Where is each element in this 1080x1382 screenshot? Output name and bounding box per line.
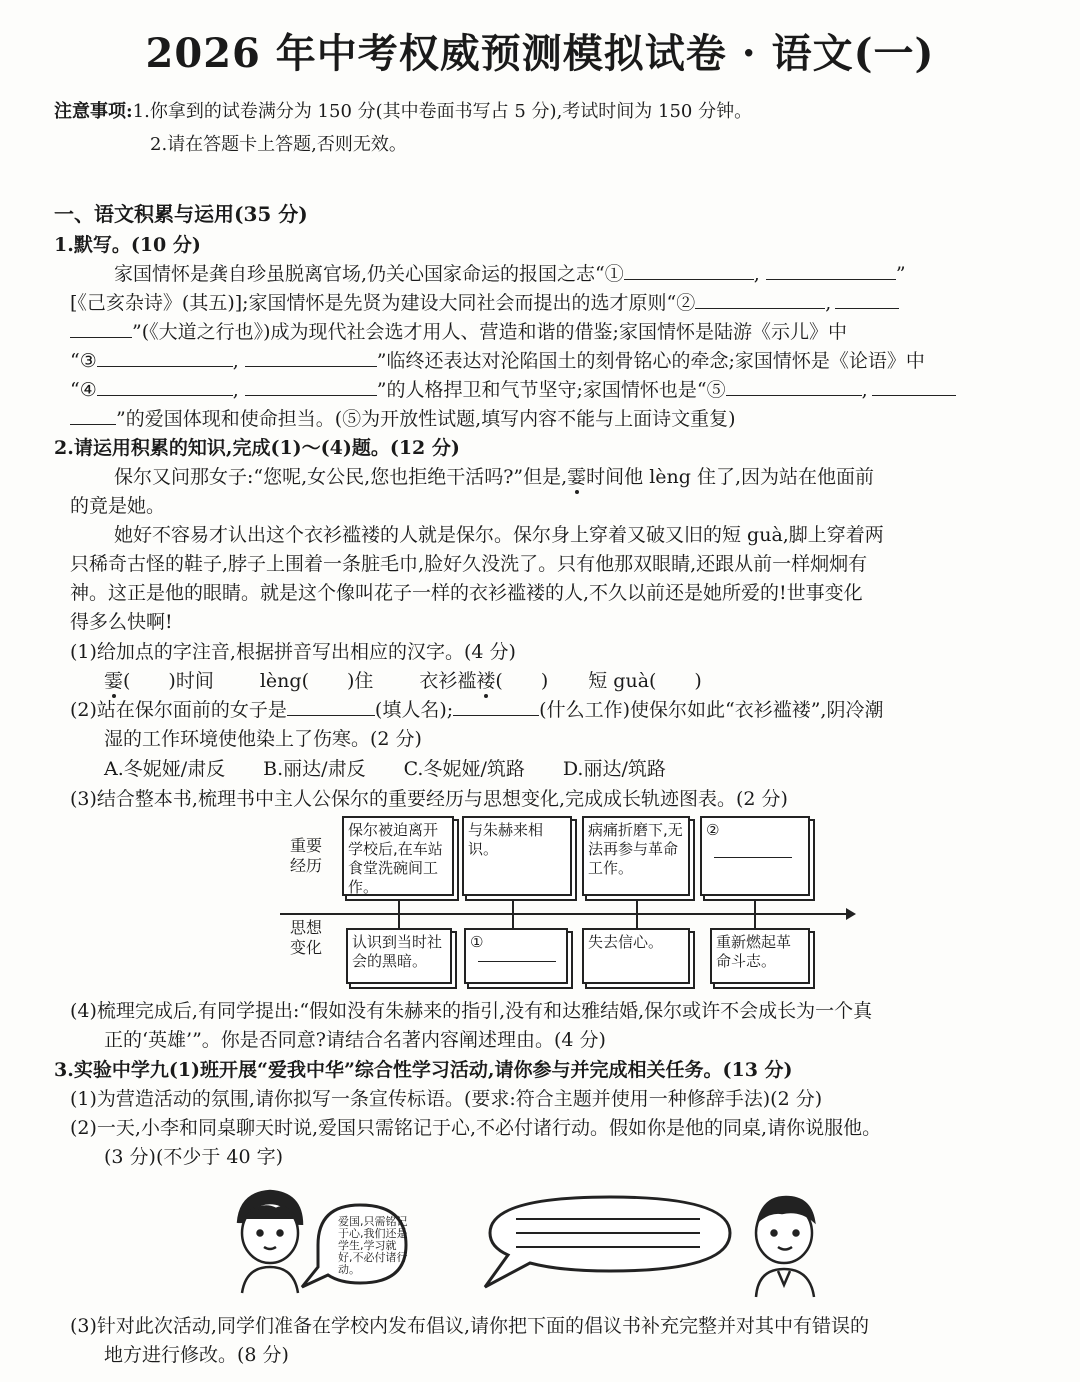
blank-5b[interactable] bbox=[872, 394, 956, 396]
blank-5a[interactable] bbox=[726, 394, 862, 396]
experience-box-4[interactable] bbox=[700, 816, 810, 896]
dotted-char: 霎 bbox=[104, 670, 124, 692]
blank-name[interactable] bbox=[287, 714, 375, 716]
blank-2c[interactable] bbox=[70, 336, 132, 338]
passage-text: 保尔又问那女子:“您呢,女公民,您也拒绝干活吗?”但是, bbox=[114, 466, 568, 488]
speech-bubble-text: 爱国,只需铭记于心,我们还是学生,学习就好,不必付诸行动。 bbox=[338, 1215, 408, 1276]
answer-line[interactable] bbox=[714, 856, 792, 858]
q2-sub1-items bbox=[104, 666, 702, 693]
label-experience: 重要经历 bbox=[290, 836, 323, 875]
dotted-char: 霎 bbox=[567, 466, 587, 488]
q1-line-4-text: ”临终还表达对沦陷国土的刻骨铭心的牵念;家国情怀是《论语》中 bbox=[376, 350, 925, 372]
q1-line-4-sep: , bbox=[232, 350, 239, 372]
q2-sub4-line1: (4)梳理完成后,有同学提出:“假如没有朱赫来的指引,没有和达雅结婚,保尔或许不会成长为一个真 bbox=[70, 1000, 873, 1022]
passage-line-5: 神。这正是他的眼睛。就是这个像叫花子一样的衣衫褴褛的人,不久以前还是她所爱的!世事变化 bbox=[70, 582, 863, 604]
blank-4a[interactable] bbox=[97, 394, 233, 396]
q2-sub2 bbox=[70, 695, 883, 722]
q1-line-5-sep2: , bbox=[861, 379, 868, 401]
timeline-arrow-line bbox=[790, 913, 850, 915]
section-heading: 一、语文积累与运用(35 分) bbox=[54, 202, 308, 226]
q1-line-2-sep: , bbox=[825, 292, 832, 314]
blank-5c[interactable] bbox=[70, 423, 116, 425]
thought-box-3: 失去信心。 bbox=[582, 928, 690, 984]
dotted-char: 褛 bbox=[476, 670, 496, 692]
q1-line-1-text: 家国情怀是龚自珍虽脱离官场,仍关心国家命运的报国之志“① bbox=[114, 263, 624, 285]
arrow-icon bbox=[846, 908, 856, 920]
label-thought: 思想变化 bbox=[290, 918, 323, 957]
timeline-line bbox=[280, 913, 800, 915]
q2-sub3: (3)结合整本书,梳理书中主人公保尔的重要经历与思想变化,完成成长轨迹图表。(2 分) bbox=[70, 788, 788, 810]
experience-box-2: 与朱赫来相识。 bbox=[462, 816, 572, 896]
connector bbox=[398, 896, 400, 928]
blank-1a[interactable] bbox=[624, 278, 754, 280]
connector bbox=[512, 896, 514, 928]
boy-icon bbox=[756, 1197, 814, 1297]
item-3[interactable]: ( ) bbox=[495, 670, 549, 692]
q3-sub2-line1: (2)一天,小李和同桌聊天时说,爱国只需铭记于心,不必付诸行动。假如你是他的同桌,请你说服他。 bbox=[70, 1117, 882, 1139]
q1-line-5-open: “④ bbox=[70, 379, 97, 401]
connector bbox=[636, 896, 638, 928]
q1-line-3-text: ”(《大道之行也》)成为现代社会选才用人、营造和谐的借鉴;家国情怀是陆游《示儿》中 bbox=[132, 321, 847, 343]
blank-1b[interactable] bbox=[766, 278, 896, 280]
q1-line-5-sep: , bbox=[232, 379, 239, 401]
q2-sub2-text: (2)站在保尔面前的女子是 bbox=[70, 699, 287, 721]
connector bbox=[754, 896, 756, 928]
blank-4b[interactable] bbox=[245, 394, 377, 396]
speech-bubble-right[interactable] bbox=[485, 1197, 730, 1287]
q2-sub4-line2: 正的‘英雄’”。你是否同意?请结合名著内容阐述理由。(4 分) bbox=[104, 1029, 606, 1051]
q2-sub2-options[interactable]: A.冬妮娅/肃反 B.丽达/肃反 C.冬妮娅/筑路 D.丽达/筑路 bbox=[104, 758, 666, 780]
q3-sub3-line1: (3)针对此次活动,同学们准备在学校内发布倡议,请你把下面的倡议书补充完整并对其中有错误的 bbox=[70, 1315, 869, 1337]
q1-line-4-open: “③ bbox=[70, 350, 97, 372]
q1-line-4 bbox=[70, 346, 925, 373]
blank-2a[interactable] bbox=[695, 307, 825, 309]
dialogue-illustration bbox=[230, 1175, 830, 1305]
item-4[interactable]: 短 guà( ) bbox=[588, 670, 702, 692]
thought-box-2[interactable] bbox=[464, 928, 568, 984]
q2-sub2-line2: 湿的工作环境使他染上了伤寒。(2 分) bbox=[104, 728, 422, 750]
q3-sub1: (1)为营造活动的氛围,请你拟写一条宣传标语。(要求:符合主题并使用一种修辞手法)(2 分) bbox=[70, 1088, 823, 1110]
q1-line-1 bbox=[114, 259, 906, 286]
item-1[interactable]: ( )时间 bbox=[123, 670, 214, 692]
passage-line-4: 只稀奇古怪的鞋子,脖子上围着一条脏毛巾,脸好久没洗了。只有他那双眼睛,还跟从前一样炯炯有 bbox=[70, 553, 868, 575]
blank-2b[interactable] bbox=[835, 307, 899, 309]
notice-item-2: 2.请在答题卡上答题,否则无效。 bbox=[150, 134, 407, 155]
girl-icon bbox=[238, 1191, 302, 1293]
q2-sub2-text: (什么工作)使保尔如此“衣衫褴褛”,阴冷潮 bbox=[539, 699, 884, 721]
q3-sub3-line2: 地方进行修改。(8 分) bbox=[104, 1344, 289, 1366]
thought-box-1: 认识到当时社会的黑暗。 bbox=[346, 928, 452, 984]
blank-marker: ② bbox=[706, 821, 720, 839]
experience-box-1: 保尔被迫离开学校后,在车站食堂洗碗间工作。 bbox=[342, 816, 454, 896]
q1-line-6 bbox=[70, 404, 736, 431]
q1-line-2 bbox=[70, 288, 899, 315]
passage-text: 时间他 lèng 住了,因为站在他面前 bbox=[586, 466, 874, 488]
notice-line-1 bbox=[54, 97, 752, 123]
answer-line[interactable] bbox=[478, 960, 556, 962]
q1-line-3 bbox=[70, 317, 847, 344]
q1-line-1-end: ” bbox=[895, 263, 906, 285]
passage-line-1 bbox=[114, 462, 874, 489]
passage-line-2: 的竟是她。 bbox=[70, 495, 166, 517]
item-2[interactable]: lèng( )住 bbox=[259, 670, 374, 692]
notice-item-1: 1.你拿到的试卷满分为 150 分(其中卷面书写占 5 分),考试时间为 150 分钟。 bbox=[132, 101, 753, 122]
blank-3a[interactable] bbox=[97, 365, 233, 367]
passage-line-3: 她好不容易才认出这个衣衫褴褛的人就是保尔。保尔身上穿着又破又旧的短 guà,脚上穿着两 bbox=[114, 524, 884, 546]
passage-line-6: 得多么快啊! bbox=[70, 611, 173, 633]
thought-box-4: 重新燃起革命斗志。 bbox=[710, 928, 810, 984]
question-1-stem: 1.默写。(10 分) bbox=[54, 234, 201, 256]
q1-line-2-text: [《己亥杂诗》(其五)];家国情怀是先贤为建设大同社会而提出的选才原则“② bbox=[70, 292, 696, 314]
blank-job[interactable] bbox=[453, 714, 539, 716]
experience-box-3: 病痛折磨下,无法再参与革命工作。 bbox=[582, 816, 690, 896]
item-3-text: 衣衫褴 bbox=[419, 670, 477, 692]
q3-sub2-line2: (3 分)(不少于 40 字) bbox=[104, 1146, 284, 1168]
blank-3b[interactable] bbox=[245, 365, 377, 367]
question-3-stem: 3.实验中学九(1)班开展“爱我中华”综合性学习活动,请你参与并完成相关任务。(13 分) bbox=[54, 1059, 793, 1081]
q1-line-5-text: ”的人格捍卫和气节坚守;家国情怀也是“⑤ bbox=[376, 379, 726, 401]
q1-line-5 bbox=[70, 375, 956, 402]
question-2-stem: 2.请运用积累的知识,完成(1)～(4)题。(12 分) bbox=[54, 437, 460, 459]
q2-sub2-text: (填人名); bbox=[374, 699, 454, 721]
page-title: 2026 年中考权威预测模拟试卷 · 语文(一) bbox=[145, 30, 935, 77]
q1-line-1-sep: , bbox=[753, 263, 760, 285]
blank-marker: ① bbox=[470, 933, 484, 951]
q1-line-6-text: ”的爱国体现和使命担当。(⑤为开放性试题,填写内容不能与上面诗文重复) bbox=[116, 408, 736, 430]
q2-sub1: (1)给加点的字注音,根据拼音写出相应的汉字。(4 分) bbox=[70, 641, 516, 663]
notice-label: 注意事项: bbox=[54, 101, 133, 122]
